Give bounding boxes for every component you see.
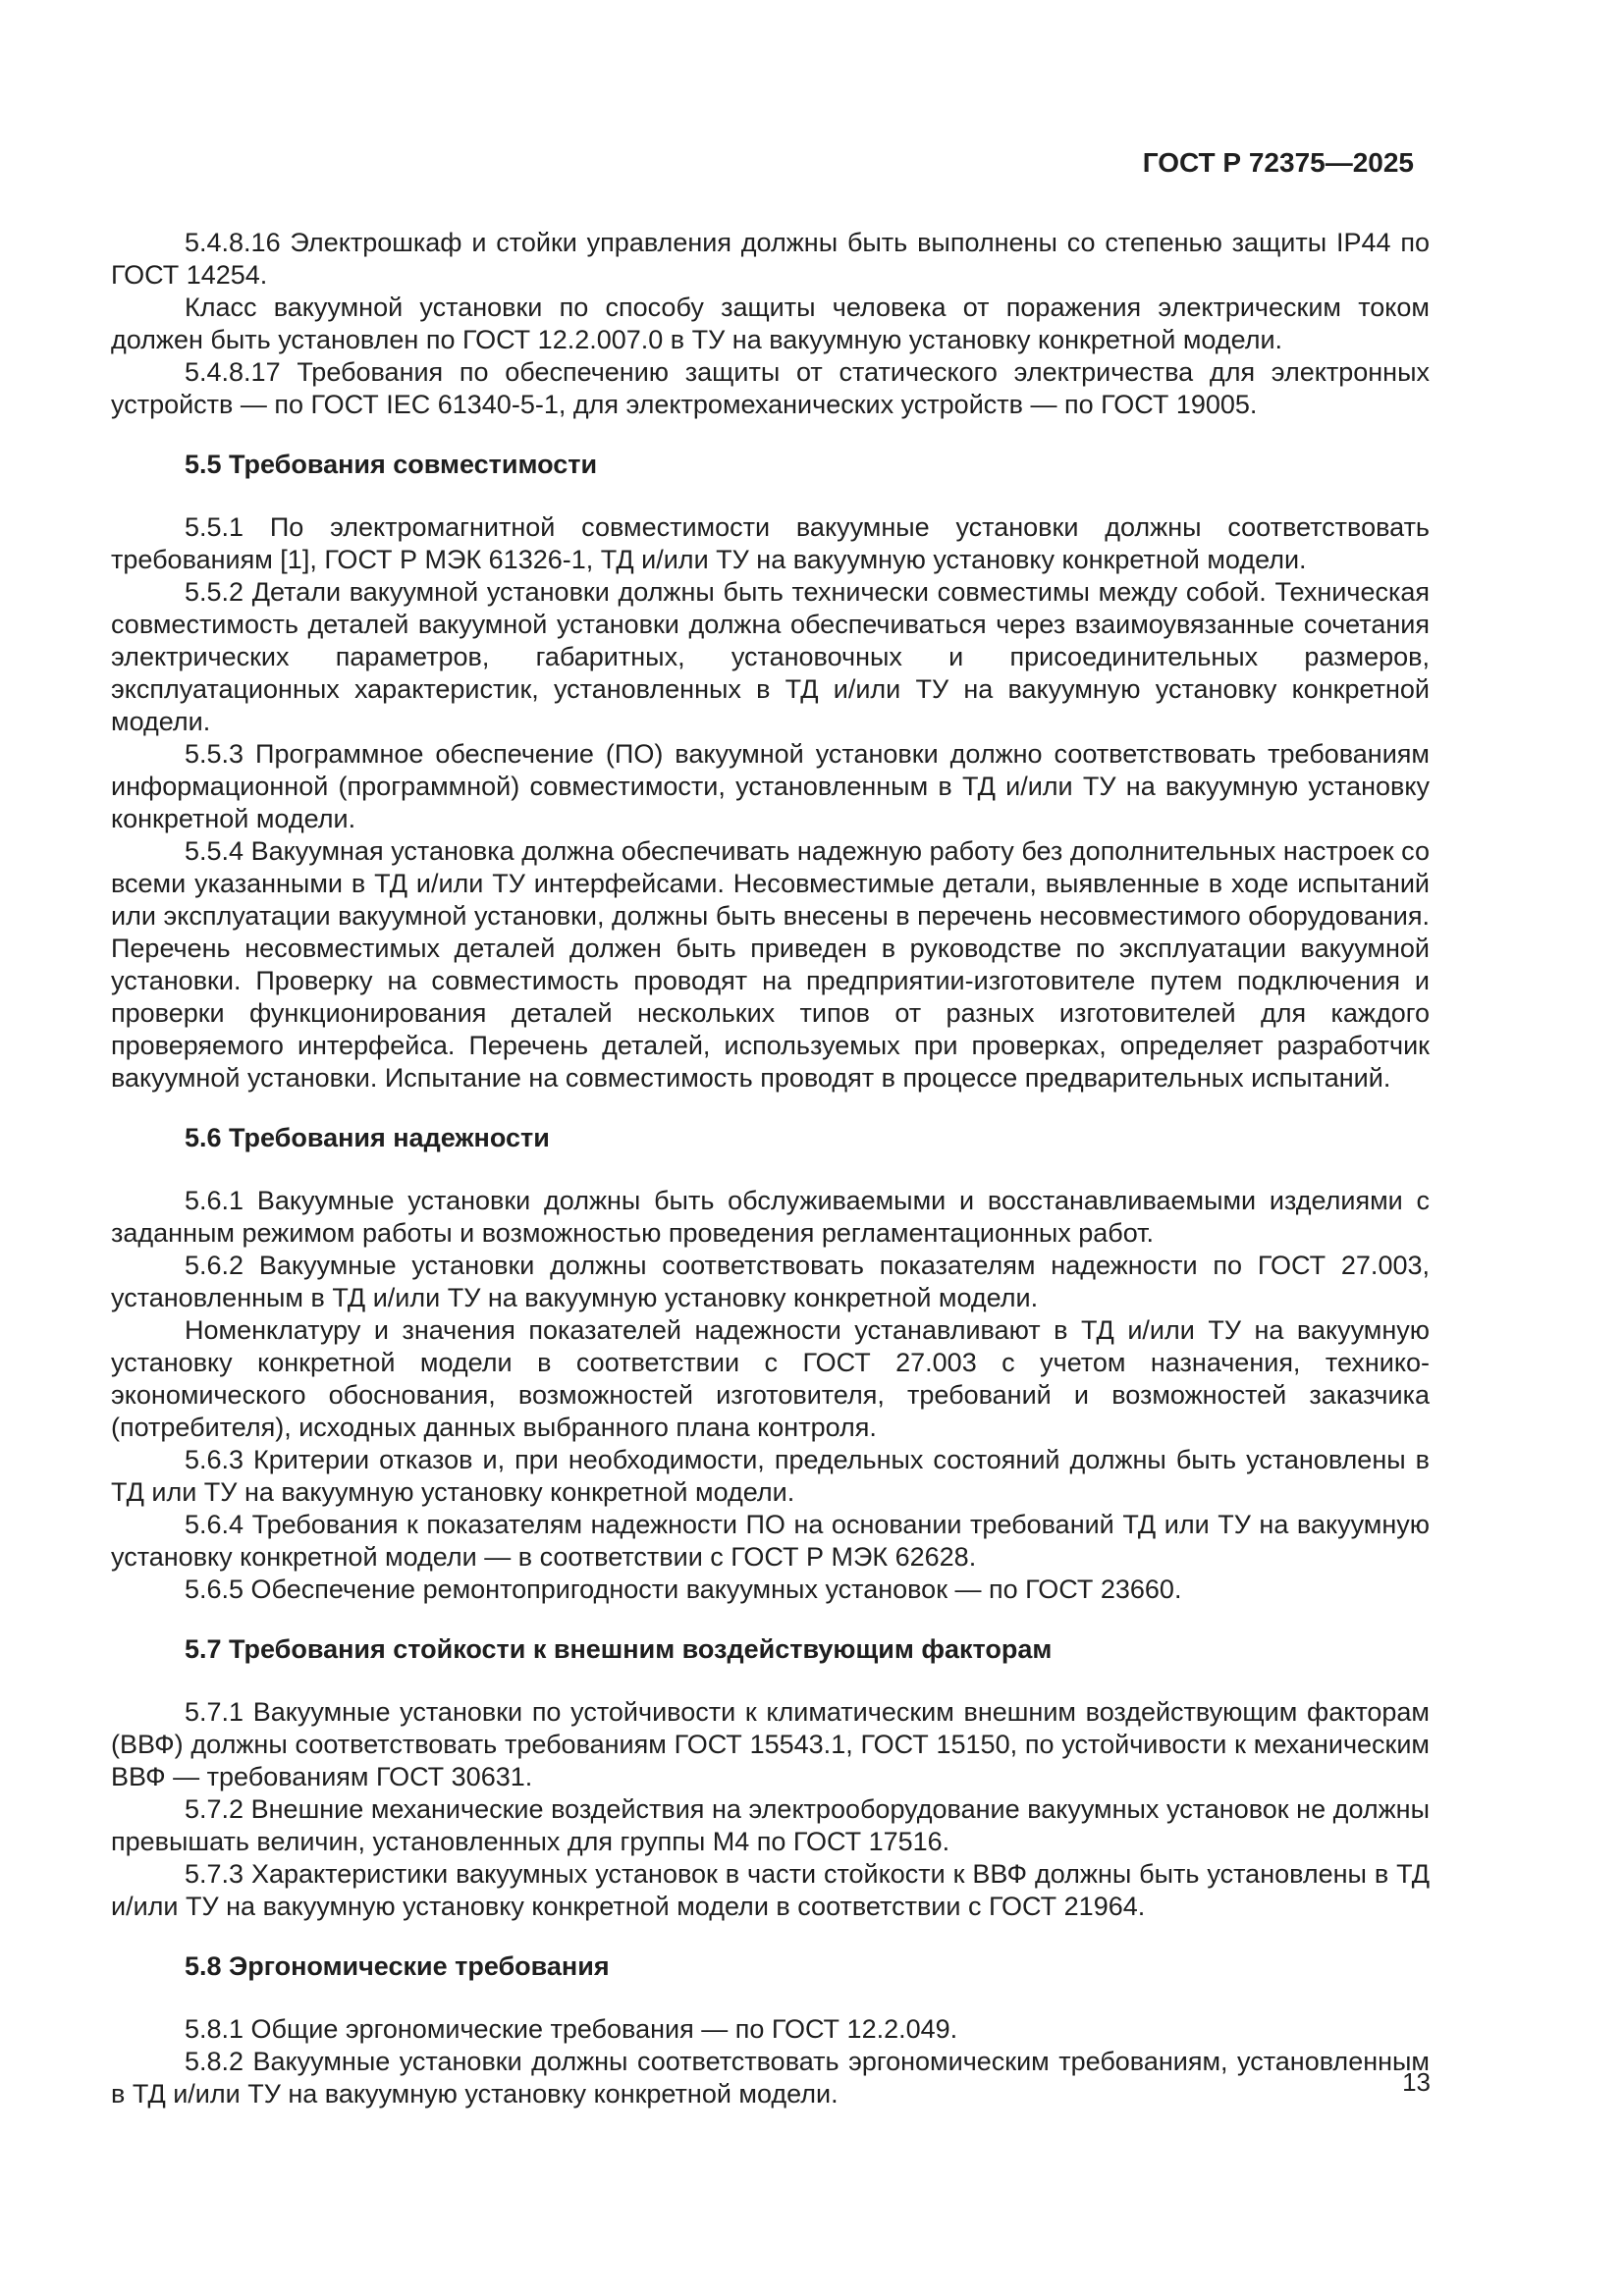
paragraph: 5.6.5 Обеспечение ремонтопригодности вакуумных установок — по ГОСТ 23660. [185, 1575, 1182, 1604]
paragraph: 5.6.3 Критерии отказов и, при необходимости, предельных состояний должны быть установлены в ТД или ТУ на вакуумную установку конкретной модели. [111, 1445, 1430, 1507]
page-number: 13 [1402, 2067, 1431, 2097]
paragraph: 5.5.4 Вакуумная установка должна обеспечивать надежную работу без дополнительных настроек со всеми указанными в ТД и/или ТУ интерфейсами. Несовместимые детали, выявленные в ходе испытаний или эксплуатации вакуумной установки, должны быть внесены в перечень несовместимого оборудования. Перечень несовместимых деталей должен быть приведен в руководстве по эксплуатации вакуумной установки. Проверку на совместимость проводят на предприятии-изготовителе путем подключения и проверки функционирования деталей нескольких типов от разных изготовителей для каждого проверяемого интерфейса. Перечень деталей, используемых при проверках, определяет разработчик вакуумной установки. Испытание на совместимость проводят в процессе предварительных испытаний. [111, 836, 1430, 1093]
section-heading: 5.6 Требования надежности [185, 1123, 550, 1152]
paragraph: 5.4.8.17 Требования по обеспечению защиты от статического электричества для электронных устройств — по ГОСТ IEC 61340-5-1, для электромеханических устройств — по ГОСТ 19005. [111, 357, 1430, 419]
paragraph: Номенклатуру и значения показателей надежности устанавливают в ТД и/или ТУ на вакуумную установку конкретной модели в соответствии с ГОСТ 27.003 с учетом назначения, технико-экономического обоснования, возможностей изготовителя, требований и возможностей заказчика (потребителя), исходных данных выбранного плана контроля. [111, 1315, 1430, 1442]
paragraph: Класс вакуумной установки по способу защиты человека от поражения электрическим током должен быть установлен по ГОСТ 12.2.007.0 в ТУ на вакуумную установку конкретной модели. [111, 293, 1430, 354]
paragraph: 5.7.1 Вакуумные установки по устойчивости к климатическим внешним воздействующим факторам (ВВФ) должны соответствовать требованиям ГОСТ 15543.1, ГОСТ 15150, по устойчивости к механическим ВВФ — требованиям ГОСТ 30631. [111, 1697, 1430, 1791]
paragraph: 5.5.3 Программное обеспечение (ПО) вакуумной установки должно соответствовать требованиям информационной (программной) совместимости, установленным в ТД и/или ТУ на вакуумную установку конкретной модели. [111, 739, 1430, 833]
document-body [111, 227, 1430, 2110]
paragraph: 5.8.2 Вакуумные установки должны соответствовать эргономическим требованиям, установленным в ТД и/или ТУ на вакуумную установку конкретной модели. [111, 2047, 1430, 2109]
section-heading: 5.5 Требования совместимости [185, 450, 598, 479]
paragraph: 5.7.2 Внешние механические воздействия на электрооборудование вакуумных установок не должны превышать величин, установленных для группы М4 по ГОСТ 17516. [111, 1794, 1430, 1856]
paragraph: 5.6.1 Вакуумные установки должны быть обслуживаемыми и восстанавливаемыми изделиями с заданным режимом работы и возможностью проведения регламентационных работ. [111, 1186, 1430, 1248]
section-heading: 5.7 Требования стойкости к внешним воздействующим факторам [185, 1634, 1053, 1664]
paragraph: 5.7.3 Характеристики вакуумных установок в части стойкости к ВВФ должны быть установлены в ТД и/или ТУ на вакуумную установку конкретной модели в соответствии с ГОСТ 21964. [111, 1859, 1430, 1921]
paragraph: 5.6.2 Вакуумные установки должны соответствовать показателям надежности по ГОСТ 27.003, установленным в ТД и/или ТУ на вакуумную установку конкретной модели. [111, 1251, 1430, 1312]
paragraph: 5.5.2 Детали вакуумной установки должны быть технически совместимы между собой. Техническая совместимость деталей вакуумной установки должна обеспечиваться через взаимоувязанные сочетания электрических параметров, габаритных, установочных и присоединительных размеров, эксплуатационных характеристик, установленных в ТД и/или ТУ на вакуумную установку конкретной модели. [111, 577, 1430, 736]
paragraph: 5.5.1 По электромагнитной совместимости вакуумные установки должны соответствовать требованиям [1], ГОСТ Р МЭК 61326-1, ТД и/или ТУ на вакуумную установку конкретной модели. [111, 512, 1430, 574]
running-header: ГОСТ Р 72375—2025 [1142, 147, 1414, 178]
paragraph: 5.6.4 Требования к показателям надежности ПО на основании требований ТД или ТУ на вакуумную установку конкретной модели — в соответствии с ГОСТ Р МЭК 62628. [111, 1510, 1430, 1572]
paragraph: 5.8.1 Общие эргономические требования — по ГОСТ 12.2.049. [185, 2014, 958, 2044]
section-heading: 5.8 Эргономические требования [185, 1951, 610, 1981]
paragraph: 5.4.8.16 Электрошкаф и стойки управления должны быть выполнены со степенью защиты IP44 по ГОСТ 14254. [111, 228, 1430, 290]
